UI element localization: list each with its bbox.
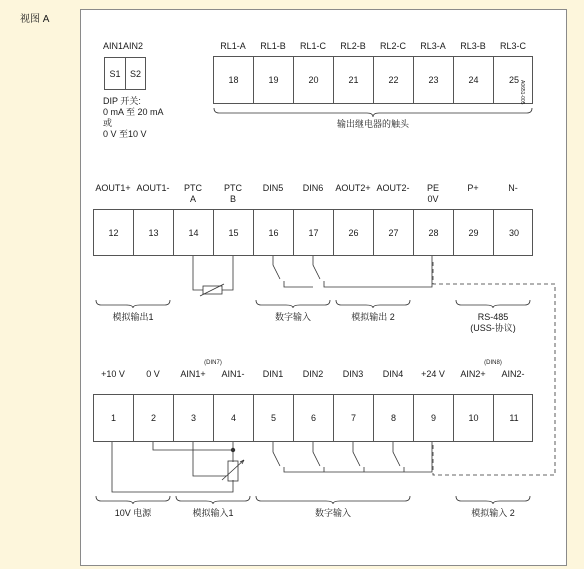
rs485-link — [433, 262, 555, 475]
terminal-26: 26 — [334, 210, 374, 255]
terminal-28: 28 — [414, 210, 454, 255]
bot-terminal-label: DIN4 — [382, 369, 404, 379]
caption-digital-input-mid: 数字输入 — [274, 312, 311, 322]
mid-terminal-label: A — [189, 194, 196, 204]
din3-switch — [353, 442, 364, 472]
view-title: 视图 A — [20, 14, 50, 25]
terminal-25: 25 — [508, 75, 519, 85]
caption-uss-protocol: (USS-协议) — [470, 323, 516, 333]
relay-terminal-label: RL3-B — [460, 41, 486, 51]
mid-terminal-label: PTC — [224, 183, 242, 193]
dip-switch-s2: S2 — [129, 68, 141, 79]
dip-label: AIN1AIN2 — [103, 41, 144, 51]
terminal-7: 7 — [334, 395, 374, 441]
brace-digital-in-bottom — [256, 496, 410, 504]
terminal-21: 21 — [334, 57, 374, 103]
brace-10v — [96, 496, 170, 504]
wire-10v — [112, 442, 233, 492]
terminal-13: 13 — [134, 210, 174, 255]
dip-note-4: 0 V 至10 V — [103, 129, 147, 139]
terminal-5: 5 — [254, 395, 294, 441]
terminal-22: 22 — [374, 57, 414, 103]
terminal-4: 4 — [214, 395, 254, 441]
relay-terminal-label: RL1-B — [260, 41, 286, 51]
mid-terminal-label: B — [229, 194, 236, 204]
caption-10v-supply: 10V 电源 — [114, 508, 152, 518]
terminal-19: 19 — [254, 57, 294, 103]
caption-analog-input-2: 模拟输入 2 — [471, 508, 515, 518]
relay-terminal-label: RL1-C — [299, 41, 326, 51]
terminal-20: 20 — [294, 57, 334, 103]
relay-caption: 输出继电器的触头 — [336, 119, 409, 129]
label-din8: (DIN8) — [484, 360, 502, 366]
dip-switch-s1: S1 — [105, 58, 126, 89]
terminal-27: 27 — [374, 210, 414, 255]
mid-terminal-label: AOUT2- — [376, 183, 410, 193]
terminal-15: 15 — [214, 210, 254, 255]
terminal-10: 10 — [454, 395, 494, 441]
bot-terminal-label: DIN3 — [342, 369, 364, 379]
wire-ain1 — [193, 442, 226, 476]
terminal-29: 29 — [454, 210, 494, 255]
caption-digital-input-bottom: 数字输入 — [314, 508, 351, 518]
terminal-16: 16 — [254, 210, 294, 255]
mid-terminal-label: PTC — [184, 183, 202, 193]
bot-terminal-label: +10 V — [101, 369, 125, 379]
terminal-24: 24 — [454, 57, 494, 103]
terminal-23: 23 — [414, 57, 454, 103]
caption-rs485: RS-485 — [477, 312, 509, 322]
terminal-9: 9 — [414, 395, 454, 441]
brace-analog-out-2 — [336, 300, 410, 308]
terminal-30: 30 — [508, 227, 519, 238]
label-din7: (DIN7) — [204, 360, 222, 366]
mid-terminal-label: AOUT1+ — [95, 183, 131, 193]
dip-note-2: 0 mA 至 20 mA — [103, 107, 164, 117]
din4-switch — [393, 442, 404, 472]
dip-note-3: 或 — [103, 118, 113, 128]
relay-side-code: A0651-005 — [519, 80, 525, 105]
bot-terminal-label: AIN1- — [221, 369, 245, 379]
terminal-12: 12 — [94, 210, 134, 255]
din5-switch — [273, 256, 313, 287]
mid-terminal-label: P+ — [467, 183, 479, 193]
brace-analog-in-1 — [176, 496, 250, 504]
terminal-14: 14 — [174, 210, 214, 255]
relay-brace — [214, 108, 532, 117]
mid-terminal-label: AOUT2+ — [335, 183, 371, 193]
mid-terminal-label: N- — [508, 183, 518, 193]
bot-terminal-label: +24 V — [421, 369, 445, 379]
mid-terminal-label: 0V — [427, 194, 439, 204]
terminal-17: 17 — [294, 210, 334, 255]
brace-analog-out-1 — [96, 300, 170, 308]
din1-switch — [273, 442, 432, 472]
terminal-8: 8 — [374, 395, 414, 441]
caption-analog-output-1: 模拟输出1 — [112, 312, 154, 322]
mid-terminal-label: AOUT1- — [136, 183, 170, 193]
relay-terminal-label: RL1-A — [220, 41, 246, 51]
terminal-3: 3 — [174, 395, 214, 441]
terminal-18: 18 — [214, 57, 254, 103]
bot-terminal-label: AIN2+ — [460, 369, 486, 379]
bot-terminal-label: DIN1 — [262, 369, 284, 379]
relay-terminal-label: RL3-C — [499, 41, 526, 51]
mid-terminal-label: DIN5 — [262, 183, 284, 193]
terminal-11: 11 — [509, 413, 519, 423]
bot-terminal-label: 0 V — [146, 369, 160, 379]
brace-rs485 — [456, 300, 530, 308]
potentiometer — [228, 461, 238, 481]
bot-terminal-label: AIN2- — [501, 369, 525, 379]
terminal-6: 6 — [294, 395, 334, 441]
brace-digital-in-mid — [256, 300, 330, 308]
relay-terminal-label: RL2-B — [340, 41, 366, 51]
terminal-2: 2 — [134, 395, 174, 441]
relay-terminal-label: RL3-A — [420, 41, 446, 51]
mid-terminal-label: PE — [426, 183, 439, 193]
relay-terminal-label: RL2-C — [379, 41, 406, 51]
caption-analog-output-2: 模拟输出 2 — [351, 312, 395, 322]
dip-note-1: DIP 开关: — [103, 96, 141, 106]
brace-analog-in-2 — [456, 496, 530, 504]
din6-switch — [313, 256, 432, 287]
mid-terminal-label: DIN6 — [302, 183, 324, 193]
bot-terminal-label: AIN1+ — [180, 369, 206, 379]
caption-analog-input-1: 模拟输入1 — [192, 508, 234, 518]
bot-terminal-label: DIN2 — [302, 369, 324, 379]
terminal-1: 1 — [94, 395, 134, 441]
ptc-wire — [193, 256, 233, 290]
din2-switch — [313, 442, 324, 472]
